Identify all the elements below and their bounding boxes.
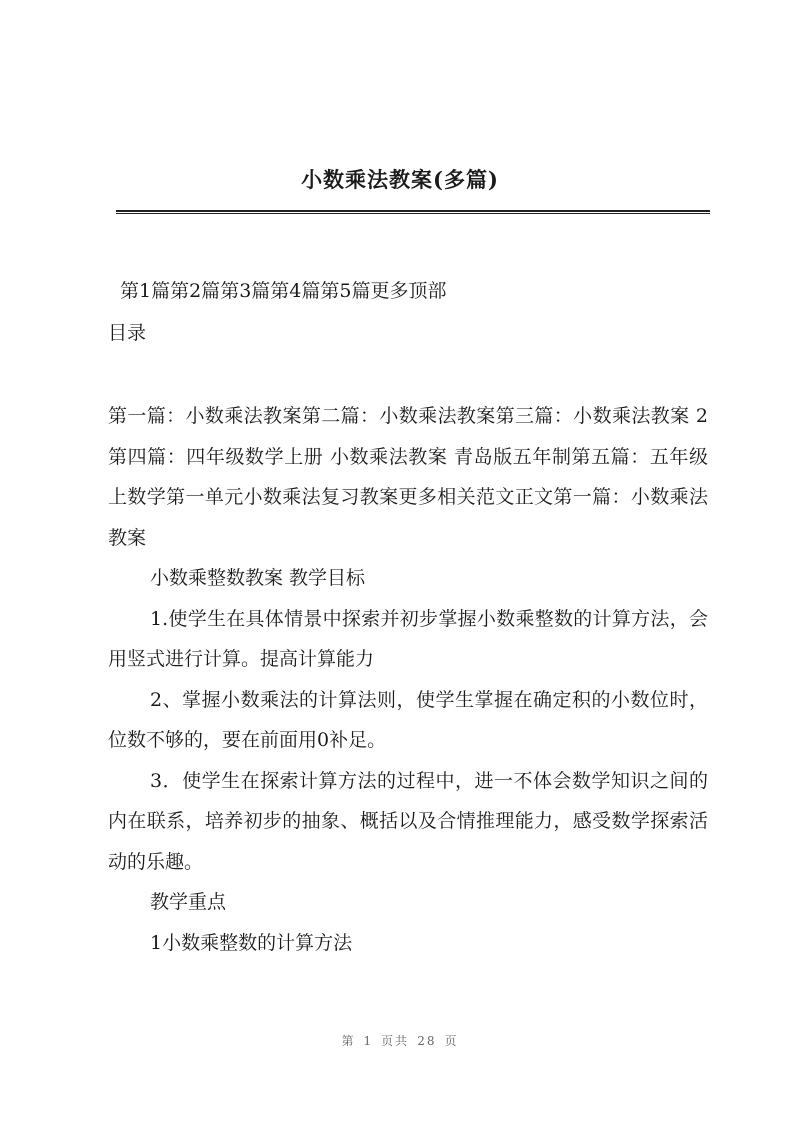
title-divider <box>116 210 710 214</box>
nav-link-part-3[interactable]: 第3篇 <box>220 280 271 302</box>
nav-link-part-5[interactable]: 第5篇 <box>320 280 371 302</box>
objective-2: 2、掌握小数乘法的计算法则，使学生掌握在确定积的小数位时，位数不够的，要在前面用0补足。 <box>108 688 708 751</box>
toc-paragraph: 第一篇：小数乘法教案第二篇：小数乘法教案第三篇：小数乘法教案 2第四篇：四年级数学上册 小数乘法教案 青岛版五年制第五篇：五年级上数学第一单元小数乘法复习教案更多相关范文正文第一篇：小数乘法教案 <box>108 405 708 549</box>
document-title: 小数乘法教案(多篇) <box>301 167 499 192</box>
nav-link-part-1[interactable]: 第1篇 <box>120 280 171 302</box>
nav-link-more[interactable]: 更多 <box>370 280 409 302</box>
lesson-heading: 小数乘整数教案 教学目标 <box>150 567 366 589</box>
footer-middle: 页共 <box>381 1034 410 1048</box>
key-points-heading: 教学重点 <box>150 891 227 913</box>
footer-suffix: 页 <box>444 1034 459 1048</box>
section-nav <box>120 276 447 303</box>
document-body <box>108 396 708 963</box>
footer-total-pages: 28 <box>417 1034 437 1048</box>
footer-prefix: 第 <box>341 1034 356 1048</box>
objective-1: 1.使学生在具体情景中探索并初步掌握小数乘整数的计算方法，会用竖式进行计算。提高计算能力 <box>108 607 708 670</box>
objective-3: 3．使学生在探索计算方法的过程中，进一不体会数学知识之间的内在联系，培养初步的抽象、概括以及合情推理能力，感受数学探索活动的乐趣。 <box>108 769 708 873</box>
page-footer <box>0 1032 800 1049</box>
key-point-1: 1小数乘整数的计算方法 <box>150 931 353 954</box>
nav-link-part-4[interactable]: 第4篇 <box>270 280 321 302</box>
nav-link-part-2[interactable]: 第2篇 <box>170 280 221 302</box>
nav-link-top[interactable]: 顶部 <box>408 280 447 302</box>
toc-label: 目录 <box>108 322 147 344</box>
footer-page-number: 1 <box>363 1034 374 1048</box>
